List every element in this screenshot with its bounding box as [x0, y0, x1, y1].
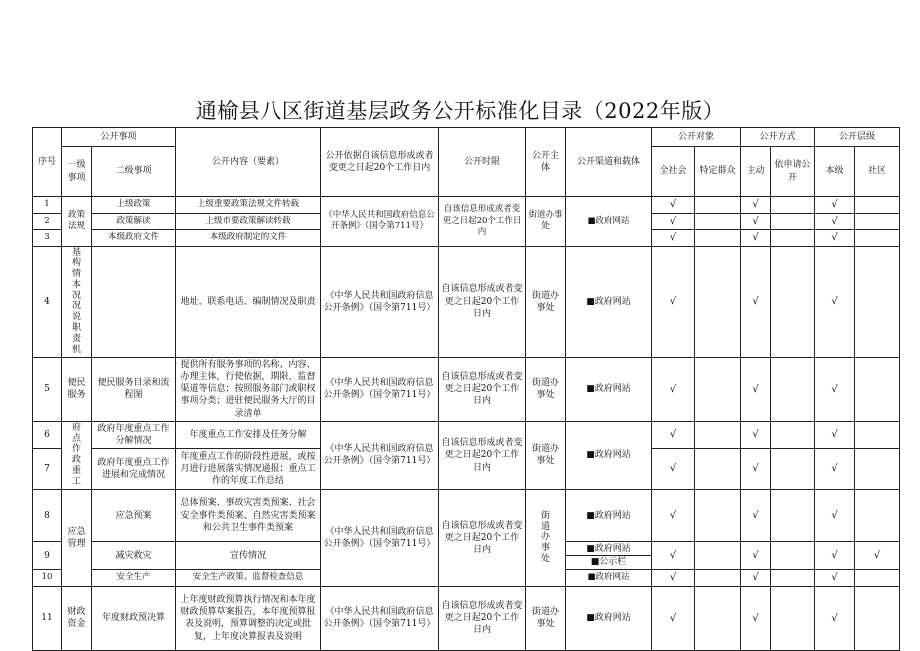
header-channel: 公开渠道和载体 — [566, 128, 652, 197]
header-level: 公开层级 — [815, 128, 900, 147]
row-level2: 本级政府文件 — [92, 230, 176, 247]
row-level2: 应急预案 — [92, 490, 176, 542]
row-subject: 街道办事处 — [526, 357, 566, 421]
row-level1: 基构情本况况说职责机 — [71, 247, 81, 355]
header-level2: 二级事项 — [92, 147, 176, 197]
empty-cell — [771, 449, 815, 490]
row-level2: 安全生产 — [92, 570, 176, 587]
row-channel: ■政府网站 — [566, 586, 652, 650]
row-level2: 政策解读 — [92, 213, 176, 230]
check-method-active: √ — [741, 213, 771, 230]
row-seq: 1 — [33, 197, 62, 214]
row-level2: 政府年度重点工作进展和完成情况 — [92, 449, 176, 490]
table-row — [33, 490, 900, 542]
page-title: 通榆县八区街道基层政务公开标准化目录（2022年版） — [195, 99, 725, 123]
row-channel — [566, 542, 652, 570]
empty-cell — [771, 421, 815, 448]
empty-cell — [855, 449, 900, 490]
empty-cell — [771, 542, 815, 570]
row-basis: 《中华人民共和国政府信息公开条例》（国令第711号） — [321, 197, 439, 247]
row-level1: 府点作政重工 — [71, 422, 81, 487]
empty-cell — [771, 230, 815, 247]
row-level1: 财政资金 — [62, 586, 92, 650]
row-time: 自该信息形成或者变更之日起20个工作日内 — [439, 357, 526, 421]
row-subject: 街道办事处 — [526, 421, 566, 489]
row-subject-cell — [526, 490, 566, 587]
row-content: 上年度财政预算执行情况和本年度财政预算草案报告，本年度预算报表及说明，预算调整的决定或批复，上年度决算报表及说明 — [176, 586, 321, 650]
row-level1-cell — [62, 246, 92, 357]
row-seq: 5 — [33, 357, 62, 421]
row-time: 自该信息形成或者变更之日起20个工作日内 — [439, 246, 526, 357]
row-level2: 便民服务目录和流程图 — [92, 357, 176, 421]
check-target-all: √ — [652, 213, 695, 230]
row-level1: 便民服务 — [62, 357, 92, 421]
row-channel: ■政府网站 — [566, 570, 652, 587]
row-seq: 10 — [33, 570, 62, 587]
header-basis: 公开依据自该信息形成或者变更之日起20个工作日内 — [321, 128, 439, 197]
header-target: 公开对象 — [652, 128, 741, 147]
row-seq: 4 — [33, 246, 62, 357]
empty-cell — [855, 421, 900, 448]
table-row — [33, 246, 900, 357]
empty-cell — [771, 213, 815, 230]
row-basis: 《中华人民共和国政府信息公开条例》（国令第711号） — [321, 246, 439, 357]
header-method-active: 主动 — [741, 147, 771, 197]
row-channel: ■政府网站 — [566, 246, 652, 357]
channel-board: ■公示栏 — [566, 555, 651, 568]
check-level-community: √ — [855, 542, 900, 570]
empty-cell — [695, 449, 741, 490]
row-level1-cell — [62, 421, 92, 489]
check-level-ben: √ — [815, 490, 855, 542]
row-basis: 《中华人民共和国政府信息公开条例》（国令第711号） — [321, 357, 439, 421]
row-content: 提供所有服务事项的名称、内容、办理主体，行使依据，期限，监督渠道等信息；按照服务部门或职权事项分类；进驻便民服务大厅的目录清单 — [176, 357, 321, 421]
row-basis: 《中华人民共和国政府信息公开条例》（国令第711号） — [321, 421, 439, 489]
empty-cell — [695, 542, 741, 570]
empty-cell — [695, 246, 741, 357]
empty-cell — [855, 586, 900, 650]
empty-cell — [695, 586, 741, 650]
row-channel: ■政府网站 — [566, 421, 652, 489]
header-time: 公开时限 — [439, 128, 526, 197]
check-target-all: √ — [652, 246, 695, 357]
row-time: 自该信息形成或者变更之日起20个工作日内 — [439, 490, 526, 587]
empty-cell — [771, 570, 815, 587]
check-target-all: √ — [652, 421, 695, 448]
row-time: 自该信息形成或者变更之日起20个工作日内 — [439, 197, 526, 247]
check-method-active: √ — [741, 490, 771, 542]
header-matter: 公开事项 — [62, 128, 176, 147]
empty-cell — [695, 197, 741, 214]
check-level-ben: √ — [815, 449, 855, 490]
header-target-group: 特定群众 — [695, 147, 741, 197]
check-level-ben: √ — [815, 542, 855, 570]
empty-cell — [771, 490, 815, 542]
row-subject: 街道办事处 — [541, 510, 551, 564]
row-level2: 政府年度重点工作分解情况 — [92, 421, 176, 448]
check-target-all: √ — [652, 357, 695, 421]
row-seq: 7 — [33, 449, 62, 490]
check-method-active: √ — [741, 449, 771, 490]
check-target-all: √ — [652, 449, 695, 490]
row-content: 年度重点工作的阶段性进展，或按月进行进展落实情况通报；重点工作的年度工作总结 — [176, 449, 321, 490]
empty-cell — [771, 197, 815, 214]
check-method-active: √ — [741, 421, 771, 448]
empty-cell — [855, 230, 900, 247]
empty-cell — [771, 586, 815, 650]
header-target-all: 全社会 — [652, 147, 695, 197]
check-target-all: √ — [652, 570, 695, 587]
check-level-ben: √ — [815, 246, 855, 357]
row-level2 — [92, 246, 176, 357]
row-seq: 2 — [33, 213, 62, 230]
row-content: 上级市要政策解读转载 — [176, 213, 321, 230]
check-method-active: √ — [741, 570, 771, 587]
row-channel: ■政府网站 — [566, 357, 652, 421]
check-target-all: √ — [652, 197, 695, 214]
check-level-ben: √ — [815, 230, 855, 247]
row-level2: 减灾救灾 — [92, 542, 176, 570]
check-level-ben: √ — [815, 570, 855, 587]
empty-cell — [855, 197, 900, 214]
empty-cell — [695, 357, 741, 421]
row-subject: 街道办事处 — [526, 246, 566, 357]
check-method-active: √ — [741, 246, 771, 357]
row-seq: 8 — [33, 490, 62, 542]
row-channel: ■政府网站 — [566, 197, 652, 247]
empty-cell — [695, 421, 741, 448]
row-level2: 上级政策 — [92, 197, 176, 214]
check-level-ben: √ — [815, 197, 855, 214]
check-target-all: √ — [652, 490, 695, 542]
empty-cell — [855, 357, 900, 421]
check-method-active: √ — [741, 357, 771, 421]
empty-cell — [695, 570, 741, 587]
row-content: 地址、联系电话、编制情况及职责 — [176, 246, 321, 357]
row-basis: 《中华人民共和国政府信息公开条例》（国令第711号） — [321, 490, 439, 587]
row-content: 本级政府制定的文件 — [176, 230, 321, 247]
check-level-ben: √ — [815, 421, 855, 448]
empty-cell — [695, 490, 741, 542]
row-seq: 3 — [33, 230, 62, 247]
check-method-active: √ — [741, 230, 771, 247]
check-target-all: √ — [652, 586, 695, 650]
empty-cell — [771, 246, 815, 357]
header-level-ben: 本级 — [815, 147, 855, 197]
header-content: 公开内容（要素） — [176, 128, 321, 197]
check-method-active: √ — [741, 586, 771, 650]
check-target-all: √ — [652, 542, 695, 570]
check-method-active: √ — [741, 197, 771, 214]
row-basis: 《中华人民共和国政府信息公开条例》（国令第711号） — [321, 586, 439, 650]
row-level1: 政策法规 — [62, 197, 92, 247]
header-seq: 序号 — [33, 128, 62, 197]
check-target-all: √ — [652, 230, 695, 247]
row-time: 自该信息形成或者变更之日起20个工作日内 — [439, 586, 526, 650]
channel-portal: ■政府网站 — [586, 544, 631, 555]
table-row — [33, 421, 900, 448]
empty-cell — [695, 213, 741, 230]
header-subject: 公开主体 — [526, 128, 566, 197]
row-seq: 9 — [33, 542, 62, 570]
table-row — [33, 357, 900, 421]
empty-cell — [855, 213, 900, 230]
row-content: 宣传情况 — [176, 542, 321, 570]
empty-cell — [771, 357, 815, 421]
header-method-request: 依申请公开 — [771, 147, 815, 197]
empty-cell — [695, 230, 741, 247]
table-row — [33, 586, 900, 650]
catalog-table — [32, 127, 900, 651]
check-level-ben: √ — [815, 357, 855, 421]
row-content: 安全生产政策、监督检查信息 — [176, 570, 321, 587]
empty-cell — [855, 570, 900, 587]
row-channel: ■政府网站 — [566, 490, 652, 542]
row-subject: 街道办事处 — [526, 586, 566, 650]
row-level1: 应急管理 — [62, 490, 92, 587]
empty-cell — [855, 490, 900, 542]
row-seq: 6 — [33, 421, 62, 448]
row-content: 总体预案、事故灾害类预案、社会安全事件类预案、自然灾害类预案和公共卫生事件类预案 — [176, 490, 321, 542]
row-seq: 11 — [33, 586, 62, 650]
table-row — [33, 197, 900, 214]
empty-cell — [855, 246, 900, 357]
row-time: 自该信息形成或者变更之日起20个工作日内 — [439, 421, 526, 489]
header-level-community: 社区 — [855, 147, 900, 197]
check-method-active: √ — [741, 542, 771, 570]
row-subject: 街道办事处 — [526, 197, 566, 247]
check-level-ben: √ — [815, 213, 855, 230]
header-method: 公开方式 — [741, 128, 815, 147]
header-level1: 一级事项 — [62, 147, 92, 197]
check-level-ben: √ — [815, 586, 855, 650]
row-content: 上级重要政策法规文件转载 — [176, 197, 321, 214]
row-level2: 年度财政预决算 — [92, 586, 176, 650]
row-content: 年度重点工作安排及任务分解 — [176, 421, 321, 448]
